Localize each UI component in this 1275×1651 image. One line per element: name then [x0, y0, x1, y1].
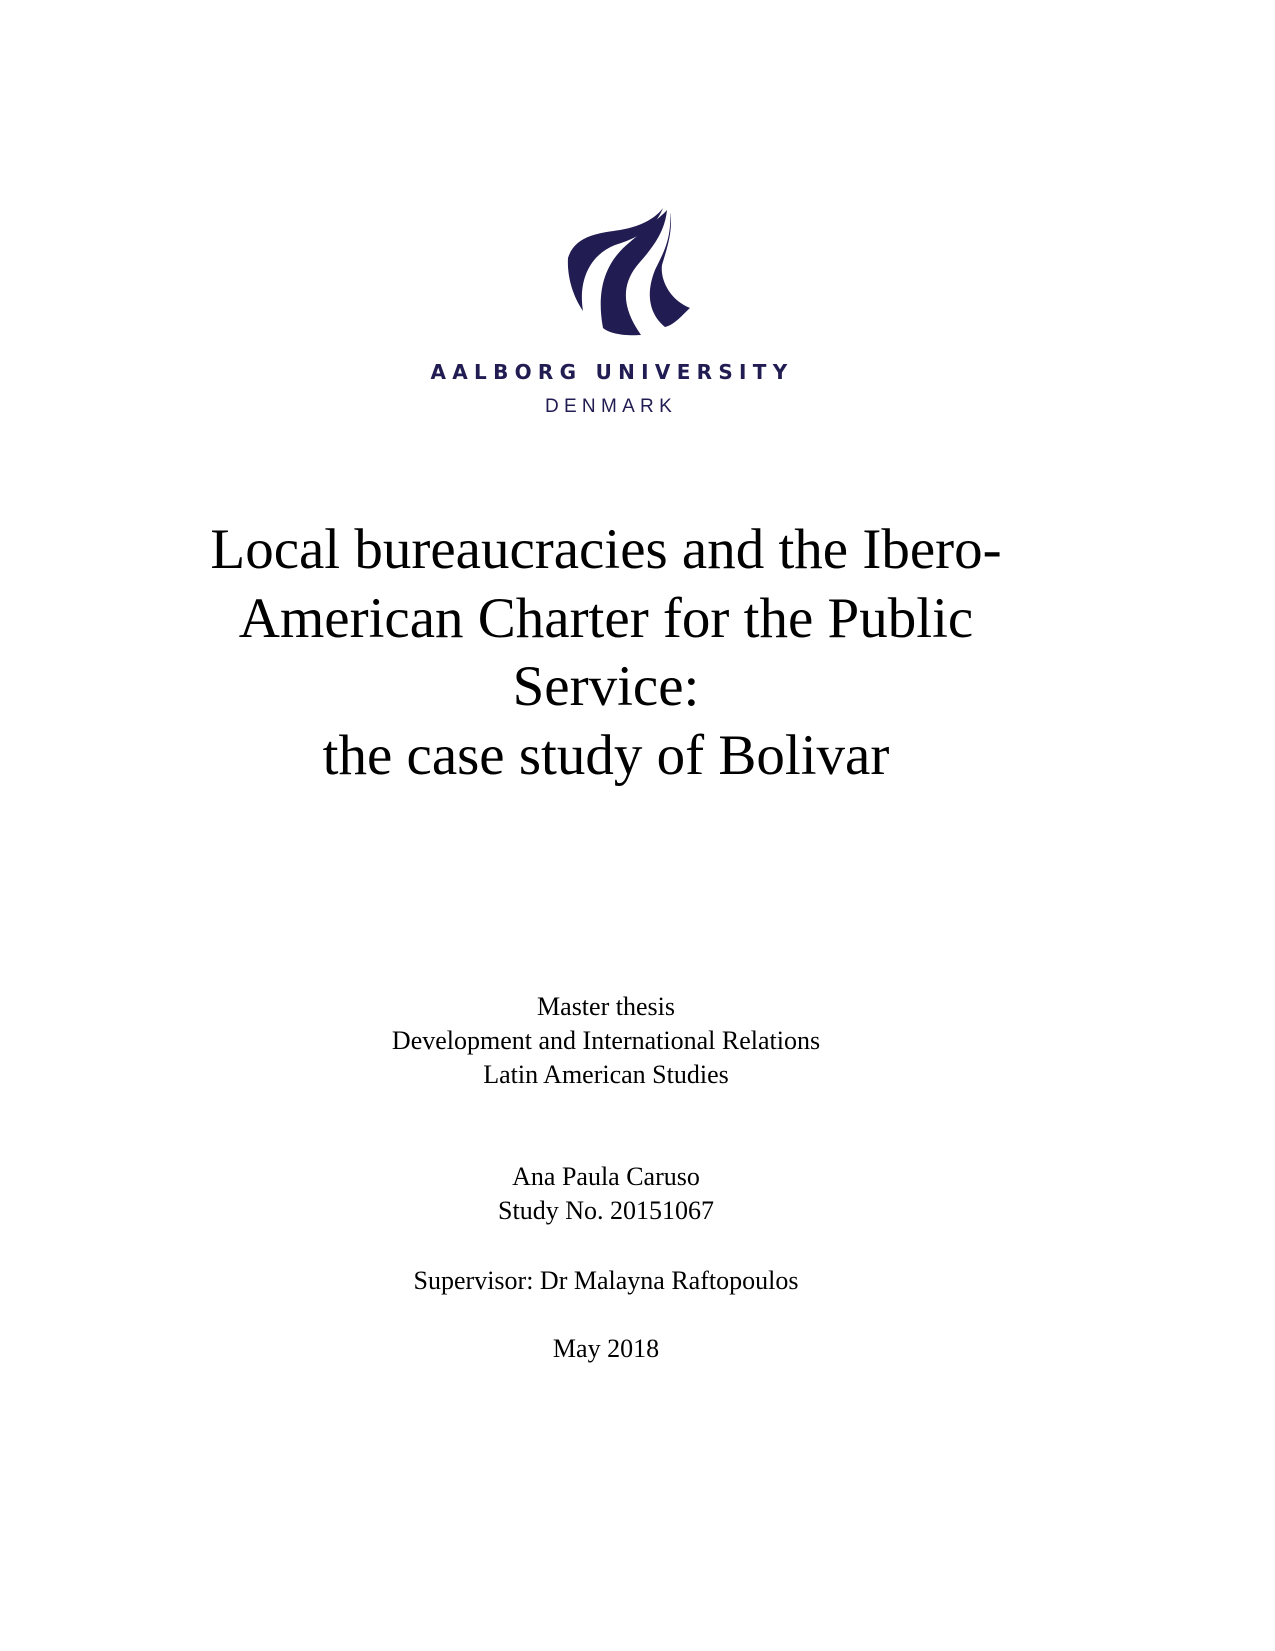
program-specialization: Latin American Studies — [483, 1060, 729, 1089]
program-info — [0, 990, 1212, 1092]
study-number: Study No. 20151067 — [498, 1196, 714, 1225]
program-field: Development and International Relations — [391, 1026, 821, 1055]
university-country: DENMARK — [544, 396, 678, 417]
title-line: American Charter for the Public — [238, 586, 974, 650]
university-name: AALBORG UNIVERSITY — [430, 360, 794, 384]
title-line: Service: — [512, 655, 700, 718]
author-name: Ana Paula Caruso — [512, 1162, 700, 1191]
author-info — [0, 1160, 1212, 1228]
supervisor: Supervisor: Dr Malayna Raftopoulos — [413, 1266, 799, 1295]
date: May 2018 — [552, 1334, 660, 1363]
thesis-type: Master thesis — [537, 992, 675, 1021]
title-line: Local bureaucracies and the Ibero- — [210, 518, 1002, 581]
thesis-title — [0, 516, 1212, 790]
aalborg-university-logo-icon — [0, 0, 1275, 360]
title-line: the case study of Bolivar — [322, 723, 890, 787]
